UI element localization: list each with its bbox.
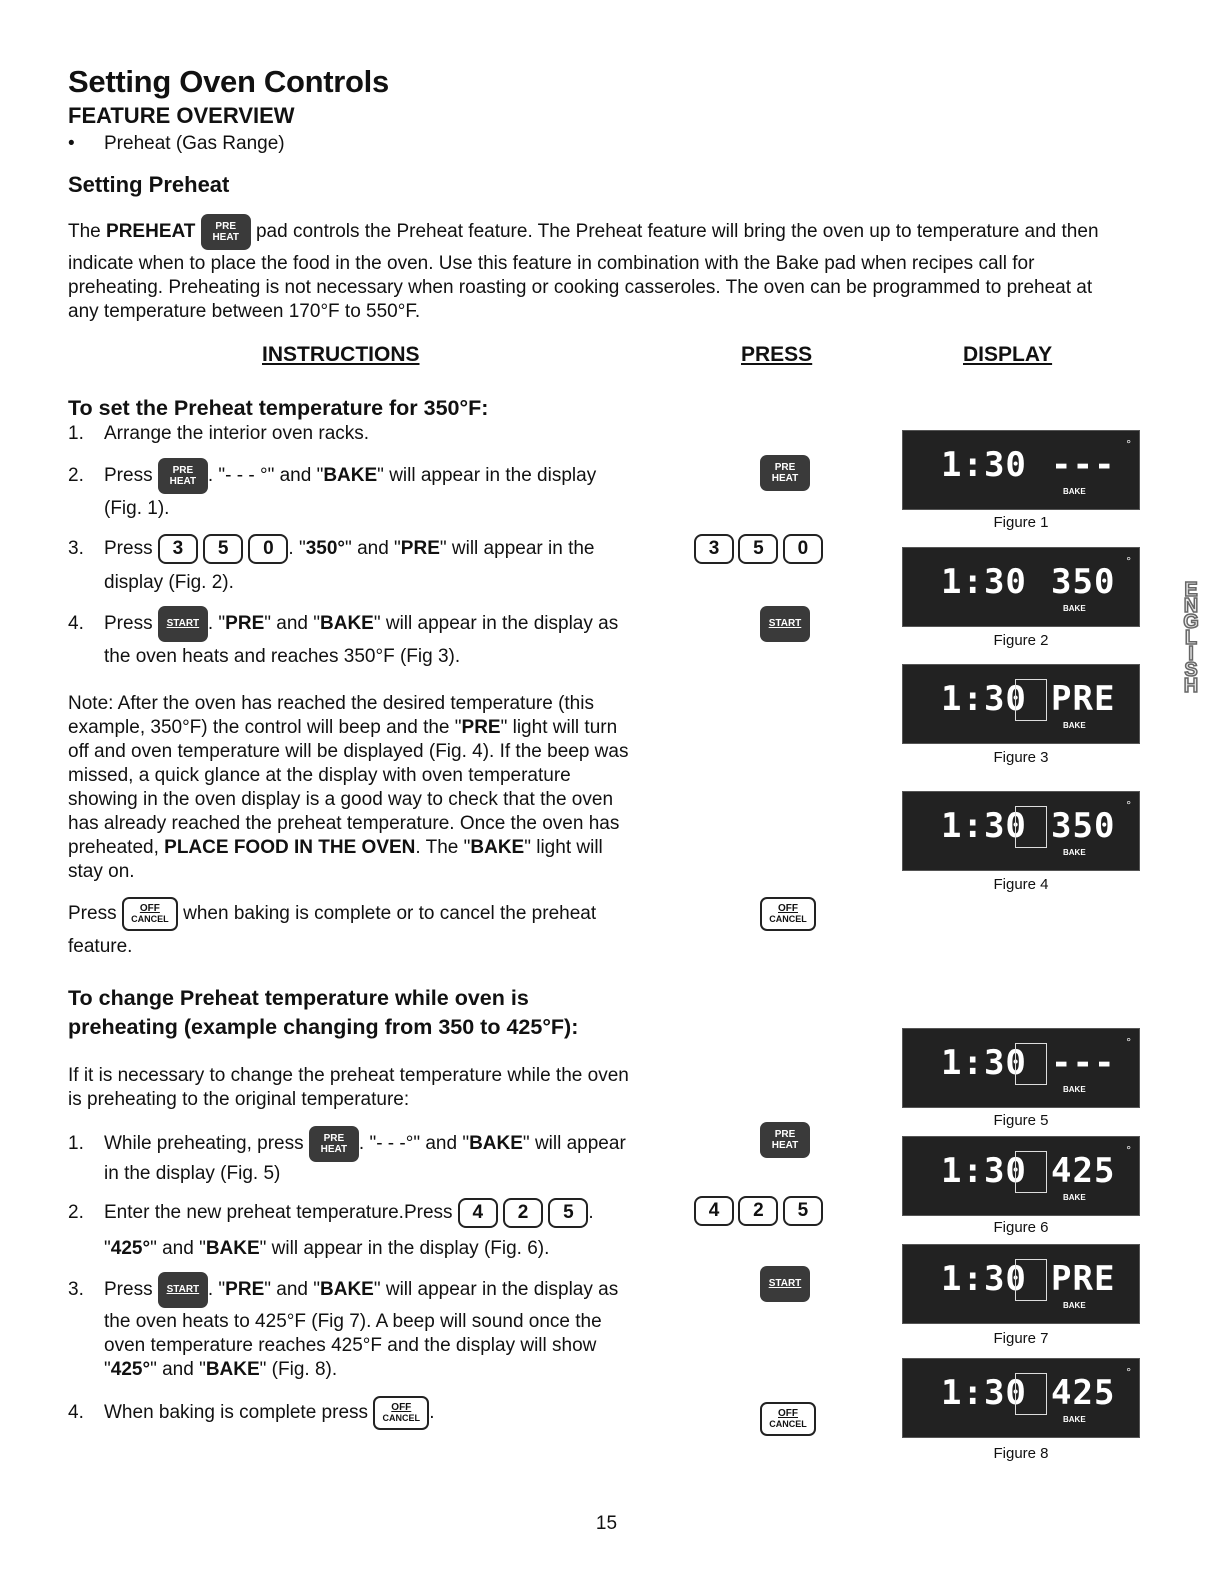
off-cancel-pad-icon: OFF CANCEL	[760, 897, 816, 931]
page-number: 15	[595, 1513, 618, 1534]
press-column-heading: PRESS	[741, 343, 813, 366]
intro-line-2: indicate when to place the food in the oven. Use this feature in combination with the Bake pad when recipes call for	[68, 253, 1035, 274]
feature-overview-heading: FEATURE OVERVIEW	[68, 103, 295, 128]
figure-caption: Figure 8	[993, 1445, 1049, 1462]
oven-display: 1:30 PRE BAKE	[902, 664, 1140, 744]
key-5-icon: 5	[548, 1198, 588, 1228]
figure-caption: Figure 6	[993, 1219, 1049, 1236]
key-0-icon: 0	[783, 534, 823, 564]
section1-step-3: 3. Press 3 5 0 . "350°" and "PRE" will appear in the	[68, 534, 688, 564]
section2-heading: To change Preheat temperature while oven is preheating (example changing from 350 to 425°F):	[68, 986, 579, 1039]
key-2-icon: 2	[503, 1198, 543, 1228]
off-cancel-pad-icon: OFF CANCEL	[373, 1396, 429, 1430]
section1-note: Note: After the oven has reached the desired temperature (this example, 350°F) the control will beep and the "PRE" light will turn off and oven temperature will be displayed (Fig. 4). If the beep was missed, a quick glance at the display with oven temperature showing in the oven display is a good way to check that the oven has already reached the preheat temperature. Once the oven has preheated, PLACE FOOD IN THE OVEN. The "BAKE" light will stay on.	[68, 693, 629, 882]
key-5-icon: 5	[783, 1196, 823, 1226]
press-keys-350	[694, 534, 823, 564]
section1-cancel-line2: feature.	[68, 936, 133, 957]
preheat-pad-icon: PRE HEAT	[201, 214, 251, 250]
figure-caption: Figure 3	[993, 749, 1049, 766]
figure-caption: Figure 2	[993, 632, 1049, 649]
start-pad-icon: START	[158, 606, 208, 642]
key-0-icon: 0	[248, 534, 288, 564]
figure-caption: Figure 1	[993, 514, 1049, 531]
display-indicator-box	[1015, 679, 1047, 721]
intro-line-1: The PREHEAT PRE HEAT pad controls the Preheat feature. The Preheat feature will bring the oven up to temperature and then	[68, 214, 1168, 250]
feature-bullet: • Preheat (Gas Range)	[68, 133, 285, 154]
display-indicator-box	[1015, 1043, 1047, 1085]
section1-step-3-line2: display (Fig. 2).	[104, 572, 234, 593]
key-5-icon: 5	[203, 534, 243, 564]
oven-display: 1:30 --- ° BAKE	[902, 1028, 1140, 1108]
section2-step-3: 3. Press START . "PRE" and "BAKE" will appear in the display as	[68, 1272, 688, 1308]
figure-caption: Figure 5	[993, 1112, 1049, 1129]
section1-step-1: 1. Arrange the interior oven racks.	[68, 423, 370, 444]
press-start-pad	[760, 606, 810, 642]
key-3-icon: 3	[694, 534, 734, 564]
key-4-icon: 4	[694, 1196, 734, 1226]
preheat-pad-icon: PRE HEAT	[760, 1122, 810, 1158]
section2-step-1: 1. While preheating, press PRE HEAT . "- - -°" and "BAKE" will appear	[68, 1126, 688, 1162]
oven-display: 1:30 PRE BAKE	[902, 1244, 1140, 1324]
key-3-icon: 3	[158, 534, 198, 564]
off-cancel-pad-icon: OFF CANCEL	[122, 897, 178, 931]
press-preheat-pad	[760, 455, 810, 491]
section2-step-4: 4. When baking is complete press OFF CANCEL .	[68, 1396, 688, 1430]
section1-step-4-line2: the oven heats and reaches 350°F (Fig 3).	[104, 646, 461, 667]
off-cancel-pad-icon: OFF CANCEL	[760, 1402, 816, 1436]
press-preheat-pad-2	[760, 1122, 810, 1158]
display-column-heading: DISPLAY	[963, 343, 1053, 366]
section1-cancel-line: Press OFF CANCEL when baking is complete or to cancel the preheat	[68, 897, 688, 931]
key-2-icon: 2	[738, 1196, 778, 1226]
section1-step-2: 2. Press PRE HEAT . "- - - °" and "BAKE" will appear in the display	[68, 458, 668, 494]
display-indicator-box	[1015, 1151, 1047, 1193]
oven-display: 1:30 350 ° BAKE	[902, 547, 1140, 627]
key-5-icon: 5	[738, 534, 778, 564]
start-pad-icon: START	[760, 606, 810, 642]
section2-intro: If it is necessary to change the preheat temperature while the oven is preheating to the original temperature:	[68, 1065, 629, 1110]
press-start-pad-2	[760, 1266, 810, 1302]
display-indicator-box	[1015, 1259, 1047, 1301]
section1-step-2-line2: (Fig. 1).	[104, 498, 170, 519]
figure-caption: Figure 4	[993, 876, 1049, 893]
intro-line-3: preheating. Preheating is not necessary when roasting or cooking casseroles. The oven can be programmed to preheat at	[68, 277, 1093, 298]
oven-display: 1:30 425 ° BAKE	[902, 1136, 1140, 1216]
preheat-pad-icon: PRE HEAT	[158, 458, 208, 494]
start-pad-icon: START	[760, 1266, 810, 1302]
section2-step-1-line2: in the display (Fig. 5)	[104, 1163, 281, 1184]
setting-preheat-heading: Setting Preheat	[68, 172, 230, 197]
oven-display: 1:30 --- ° BAKE	[902, 430, 1140, 510]
press-off-cancel-pad-2	[760, 1402, 816, 1436]
section2-step-2: 2. Enter the new preheat temperature.Press 4 2 5 .	[68, 1198, 688, 1228]
oven-display: 1:30 425 ° BAKE	[902, 1358, 1140, 1438]
instructions-column-heading: INSTRUCTIONS	[262, 343, 420, 366]
start-pad-icon: START	[158, 1272, 208, 1308]
section1-heading: To set the Preheat temperature for 350°F:	[68, 396, 489, 420]
press-keys-425	[694, 1196, 823, 1226]
display-indicator-box	[1015, 1373, 1047, 1415]
page-title: Setting Oven Controls	[68, 64, 389, 99]
preheat-pad-icon: PRE HEAT	[760, 455, 810, 491]
display-indicator-box	[1015, 806, 1047, 848]
oven-display: 1:30 350 ° BAKE	[902, 791, 1140, 871]
key-4-icon: 4	[458, 1198, 498, 1228]
section2-step-2-line2: "425°" and "BAKE" will appear in the display (Fig. 6).	[104, 1238, 550, 1259]
language-side-label: ENGLISH	[1180, 579, 1202, 691]
preheat-pad-icon: PRE HEAT	[309, 1126, 359, 1162]
section2-step-3-cont: the oven heats to 425°F (Fig 7). A beep will sound once the oven temperature reaches 425°F and the display will show "425°" and "BAKE" (Fig. 8).	[104, 1311, 602, 1380]
intro-line-4: any temperature between 170°F to 550°F.	[68, 301, 421, 322]
press-off-cancel-pad	[760, 897, 816, 931]
section1-step-4: 4. Press START . "PRE" and "BAKE" will appear in the display as	[68, 606, 688, 642]
figure-caption: Figure 7	[993, 1330, 1049, 1347]
